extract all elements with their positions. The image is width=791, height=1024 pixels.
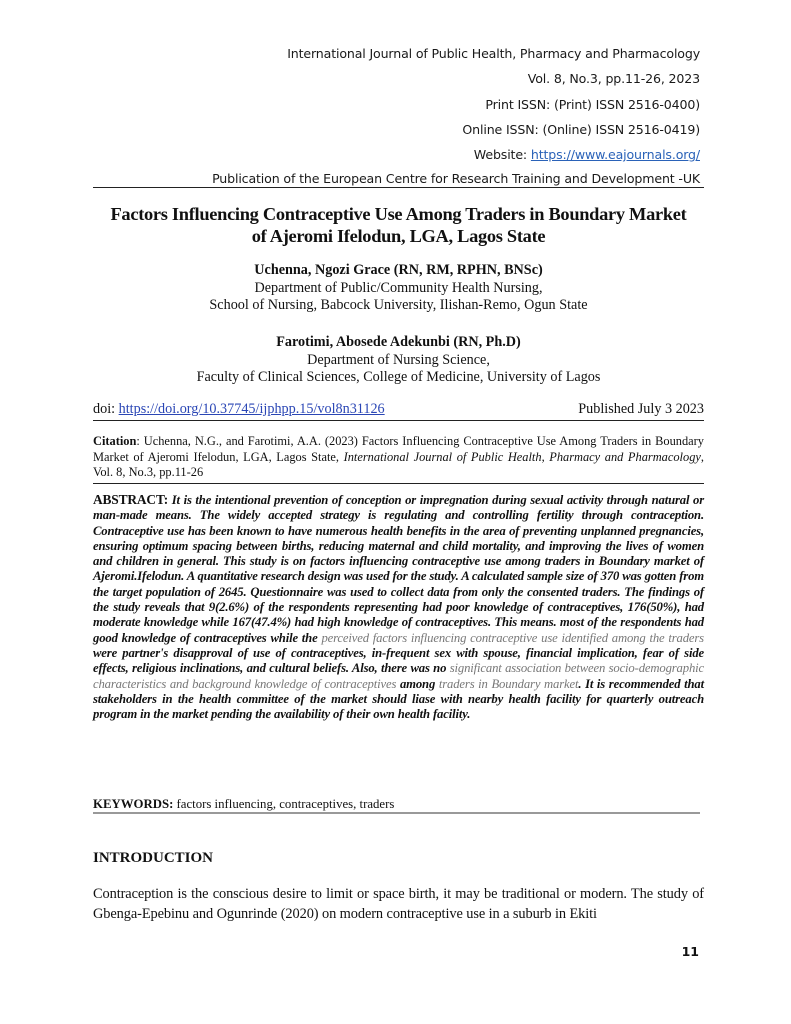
author-2-affil-1: Department of Nursing Science,: [307, 351, 490, 368]
keywords-label: KEYWORDS:: [93, 797, 174, 811]
citation-text-a: : Uchenna, N.G., and Farotimi, A.A. (2023) Factors Influencing Contraceptive Use Among Traders in Boundary Market of Ajeromi Ifelodun, LGA, Lagos State,: [93, 434, 704, 464]
page-number: 11: [681, 944, 699, 959]
abstract-part-2: were partner's disapproval of use of contraceptives, in-frequent sex with spouse, financial implication, fear of side effects, religious inclinations, and cultural beliefs. Also, there was no: [93, 645, 704, 676]
abstract-label: ABSTRACT:: [93, 492, 169, 507]
author-2-affil-2: Faculty of Clinical Sciences, College of Medicine, University of Lagos: [196, 369, 601, 385]
title-line-2: of Ajeromi Ifelodun, LGA, Lagos State: [251, 226, 546, 246]
publisher-line: Publication of the European Centre for Research Training and Development -UK: [212, 171, 700, 186]
citation-text-b: , Vol. 8, No.3, pp.11-26: [93, 449, 704, 480]
abstract-part-1: It is the intentional prevention of conception or impregnation during sexual activity through natural or man-made means. The widely accepted strategy is regulating and controlling fertility through contraception. Contraceptive use has been known to have numerous health benefits in the area of preventing unplanned pregnancies, ensuring optimum spacing between births, reducing maternal and child mortality, and improving the lives of women and children in general. This study is on factors influencing contraceptive use among traders in Boundary market of Ajeromi.Ifelodun. A quantitative research design was used for the study. A calculated sample size of 370 was gotten from the target population of 2645. Questionnaire was used to collect data from only the consented traders. The findings of the study reveals that 9(2.6%) of the respondents representing had poor knowledge of contraceptives, 176(50%), had moderate knowledge while 167(47.4%) had high knowledge of contraceptives. This means. most of the respondents had good knowledge of contraceptives while the: [93, 493, 704, 645]
print-issn: Print ISSN: (Print) ISSN 2516-0400): [485, 97, 700, 112]
title-line-1: Factors Influencing Contraceptive Use Among Traders in Boundary Market: [110, 204, 687, 224]
author-1: [93, 262, 704, 315]
abstract-gray-1: perceived factors influencing contraceptive use identified among the traders: [321, 630, 704, 645]
author-2-name: Farotimi, Abosede Adekunbi (RN, Ph.D): [276, 334, 521, 350]
abstract-gray-3: traders in Boundary market: [438, 676, 579, 691]
keywords-text: factors influencing, contraceptives, traders: [173, 797, 395, 811]
paper-title: [93, 203, 704, 247]
abstract-part-4: . It is recommended that stakeholders in the health committee of the market should liase with nearby health facility for quarterly outreach program in the market pending the availability of their own health facility.: [93, 676, 704, 722]
citation-label: Citation: [93, 434, 137, 448]
doi-label: doi:: [93, 401, 119, 417]
online-issn: Online ISSN: (Online) ISSN 2516-0419): [462, 122, 700, 137]
keywords: [93, 797, 704, 812]
doi-row: [93, 401, 704, 418]
abstract: [93, 492, 704, 722]
header-rule: [93, 187, 704, 188]
website-line: [474, 147, 700, 162]
doi-link[interactable]: https://doi.org/10.37745/ijphpp.15/vol8n31126: [118, 401, 385, 417]
abstract-part-3: among: [396, 676, 439, 691]
citation-rule: [93, 483, 704, 484]
website-label: Website:: [473, 147, 531, 162]
author-2: [93, 334, 704, 387]
published-date: Published July 3 2023: [578, 401, 704, 417]
author-1-affil-1: Department of Public/Community Health Nursing,: [254, 279, 543, 296]
citation-journal: International Journal of Public Health, Pharmacy and Pharmacology: [343, 449, 701, 464]
abstract-gray-2: significant association between socio-demographic characteristics and background knowledge of contraceptives: [93, 661, 704, 691]
volume-info: Vol. 8, No.3, pp.11-26, 2023: [527, 71, 700, 86]
citation: [93, 434, 704, 481]
doi-rule: [93, 420, 704, 421]
keywords-rule: [93, 812, 700, 814]
author-1-affil-2: School of Nursing, Babcock University, Ilishan-Remo, Ogun State: [209, 297, 588, 313]
journal-name: International Journal of Public Health, Pharmacy and Pharmacology: [287, 46, 700, 61]
introduction-heading: INTRODUCTION: [93, 850, 214, 866]
introduction-paragraph: Contraception is the conscious desire to limit or space birth, it may be traditional or modern. The study of Gbenga-Epebinu and Ogunrinde (2020) on modern contraceptive use in a suburb in Ekiti: [93, 886, 704, 922]
author-1-name: Uchenna, Ngozi Grace (RN, RM, RPHN, BNSc): [254, 262, 543, 278]
website-link[interactable]: https://www.eajournals.org/: [530, 147, 700, 162]
